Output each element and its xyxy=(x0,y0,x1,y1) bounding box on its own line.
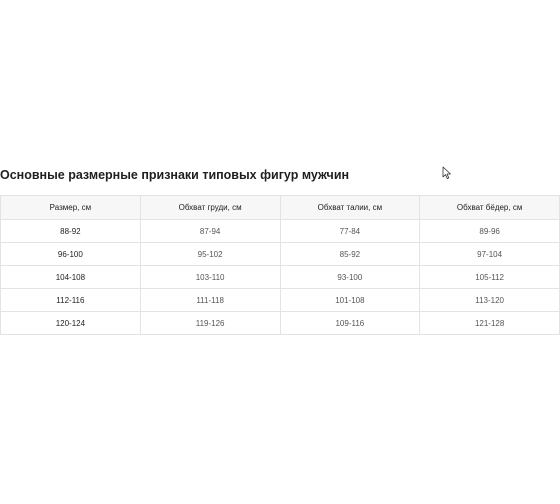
cell-chest: 119-126 xyxy=(140,312,280,335)
cell-hips: 105-112 xyxy=(420,266,560,289)
header-chest: Обхват груди, см xyxy=(140,196,280,220)
table-row xyxy=(1,243,560,266)
table-row xyxy=(1,220,560,243)
cell-waist: 109-116 xyxy=(280,312,420,335)
cell-waist: 77-84 xyxy=(280,220,420,243)
cell-waist: 85-92 xyxy=(280,243,420,266)
table-row xyxy=(1,289,560,312)
size-table xyxy=(0,195,560,335)
cell-chest: 103-110 xyxy=(140,266,280,289)
cell-size: 120-124 xyxy=(1,312,141,335)
header-waist: Обхват талии, см xyxy=(280,196,420,220)
cell-hips: 89-96 xyxy=(420,220,560,243)
header-hips: Обхват бёдер, см xyxy=(420,196,560,220)
header-size: Размер, см xyxy=(1,196,141,220)
page-title: Основные размерные признаки типовых фигур мужчин xyxy=(0,168,350,182)
cell-hips: 97-104 xyxy=(420,243,560,266)
cell-chest: 111-118 xyxy=(140,289,280,312)
cell-size: 104-108 xyxy=(1,266,141,289)
cell-size: 112-116 xyxy=(1,289,141,312)
cell-waist: 93-100 xyxy=(280,266,420,289)
cell-hips: 113-120 xyxy=(420,289,560,312)
cell-chest: 95-102 xyxy=(140,243,280,266)
table-row xyxy=(1,266,560,289)
table-header-row xyxy=(1,196,560,220)
table-row xyxy=(1,312,560,335)
cell-hips: 121-128 xyxy=(420,312,560,335)
cell-size: 96-100 xyxy=(1,243,141,266)
cell-chest: 87-94 xyxy=(140,220,280,243)
cell-size: 88-92 xyxy=(1,220,141,243)
cell-waist: 101-108 xyxy=(280,289,420,312)
mouse-pointer-icon xyxy=(442,166,452,180)
